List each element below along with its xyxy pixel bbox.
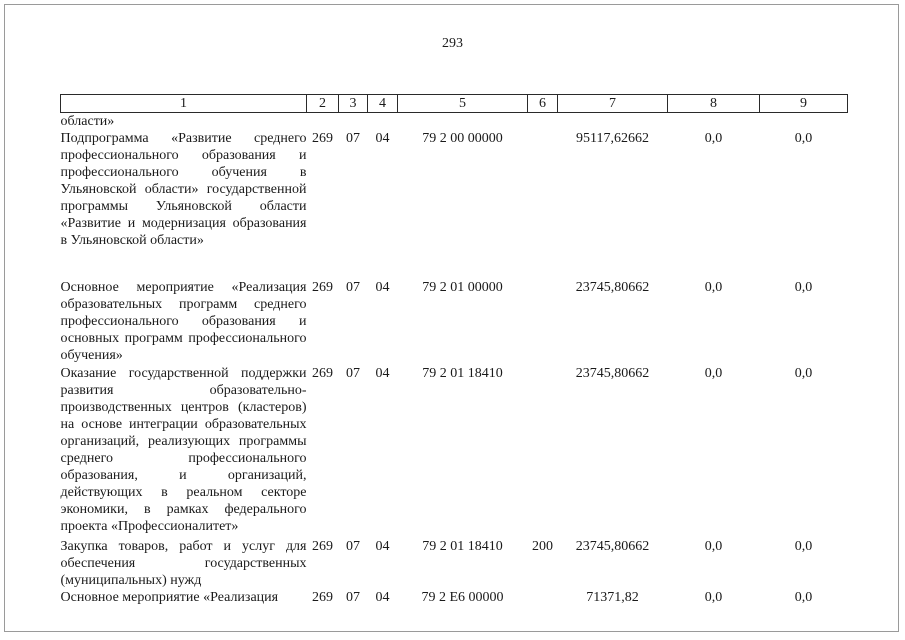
cell-col3: 07 [346, 590, 360, 605]
page-number: 293 [442, 36, 463, 51]
column-header: 1 [61, 95, 307, 113]
cell-col2: 269 [312, 539, 333, 554]
cell-col2: 269 [312, 366, 333, 381]
cell-col5: 79 2 00 00000 [422, 131, 503, 146]
cell-col4: 04 [375, 131, 390, 146]
cell-col4: 04 [375, 366, 390, 381]
cell-col5: 79 2 01 18410 [422, 366, 503, 381]
row-description: Основное мероприятие «Реализация [60, 590, 279, 605]
cell-col7: 95117,62662 [576, 131, 649, 146]
table-row [61, 589, 848, 606]
cell-col7: 23745,80662 [575, 366, 650, 381]
cell-col9: 0,0 [794, 539, 813, 554]
cell-col7: 71371,82 [586, 590, 639, 605]
cell-col8: 0,0 [704, 280, 723, 295]
table-row [61, 279, 848, 365]
table-row [61, 113, 848, 131]
cell-col8: 0,0 [704, 366, 723, 381]
header-row [61, 95, 848, 113]
row-description: Подпрограмма «Развитие среднего профессионального образования и профессионального обучения в Ульяновской области» государственной программы Ульяновской области «Развитие и модернизация образования в Ульяновской области» [60, 131, 307, 248]
cell-col3: 07 [346, 280, 360, 295]
row-description: Основное мероприятие «Реализация образовательных программ среднего профессионального образования и основных программ профессионального обучения» [60, 280, 307, 363]
column-header: 7 [558, 95, 668, 113]
cell-col8: 0,0 [704, 539, 723, 554]
cell-col3: 07 [346, 539, 360, 554]
table-row [61, 130, 848, 279]
row-description: Закупка товаров, работ и услуг для обеспечения государственных (муниципальных) нужд [60, 539, 307, 588]
column-header: 9 [760, 95, 848, 113]
table-row [61, 538, 848, 589]
cell-col6 [528, 279, 558, 365]
cell-col8: 0,0 [704, 131, 723, 146]
cell-col4: 04 [375, 590, 390, 605]
cell-col6 [528, 130, 558, 279]
cell-col3: 07 [346, 366, 360, 381]
cell-col4: 04 [375, 280, 390, 295]
cell-col5: 79 2 01 18410 [422, 539, 503, 554]
cell-col8: 0,0 [704, 590, 723, 605]
column-header: 8 [668, 95, 760, 113]
column-header: 5 [398, 95, 528, 113]
cell-col2: 269 [312, 131, 333, 146]
cell-col5: 79 2 Е6 00000 [421, 590, 504, 605]
table-row [61, 365, 848, 538]
budget-table [60, 94, 848, 606]
cell-col2: 269 [312, 590, 333, 605]
cell-col6: 200 [532, 539, 553, 554]
cell-col5: 79 2 01 00000 [422, 280, 503, 295]
cell-col7: 23745,80662 [575, 280, 650, 295]
column-header: 4 [368, 95, 398, 113]
cell-col2: 269 [312, 280, 333, 295]
row-description: Оказание государственной поддержки развития образовательно-производственных центров (кластеров) на основе интеграции образовательных организаций, реализующих программы среднего профессионального образования, и организаций, действующих в реальном секторе экономики, в рамках федерального проекта «Профессионалитет» [60, 366, 307, 534]
cell-col4: 04 [375, 539, 390, 554]
column-header: 3 [339, 95, 368, 113]
cell-col9: 0,0 [794, 280, 813, 295]
cell-col9: 0,0 [794, 131, 813, 146]
cell-col6 [528, 589, 558, 606]
cell-col9: 0,0 [794, 366, 813, 381]
column-header: 2 [307, 95, 339, 113]
column-header: 6 [528, 95, 558, 113]
cell-col9: 0,0 [794, 590, 813, 605]
cell-col3: 07 [346, 131, 360, 146]
cell-col7: 23745,80662 [575, 539, 650, 554]
continuation-text: области» [60, 114, 115, 129]
cell-col6 [528, 365, 558, 538]
